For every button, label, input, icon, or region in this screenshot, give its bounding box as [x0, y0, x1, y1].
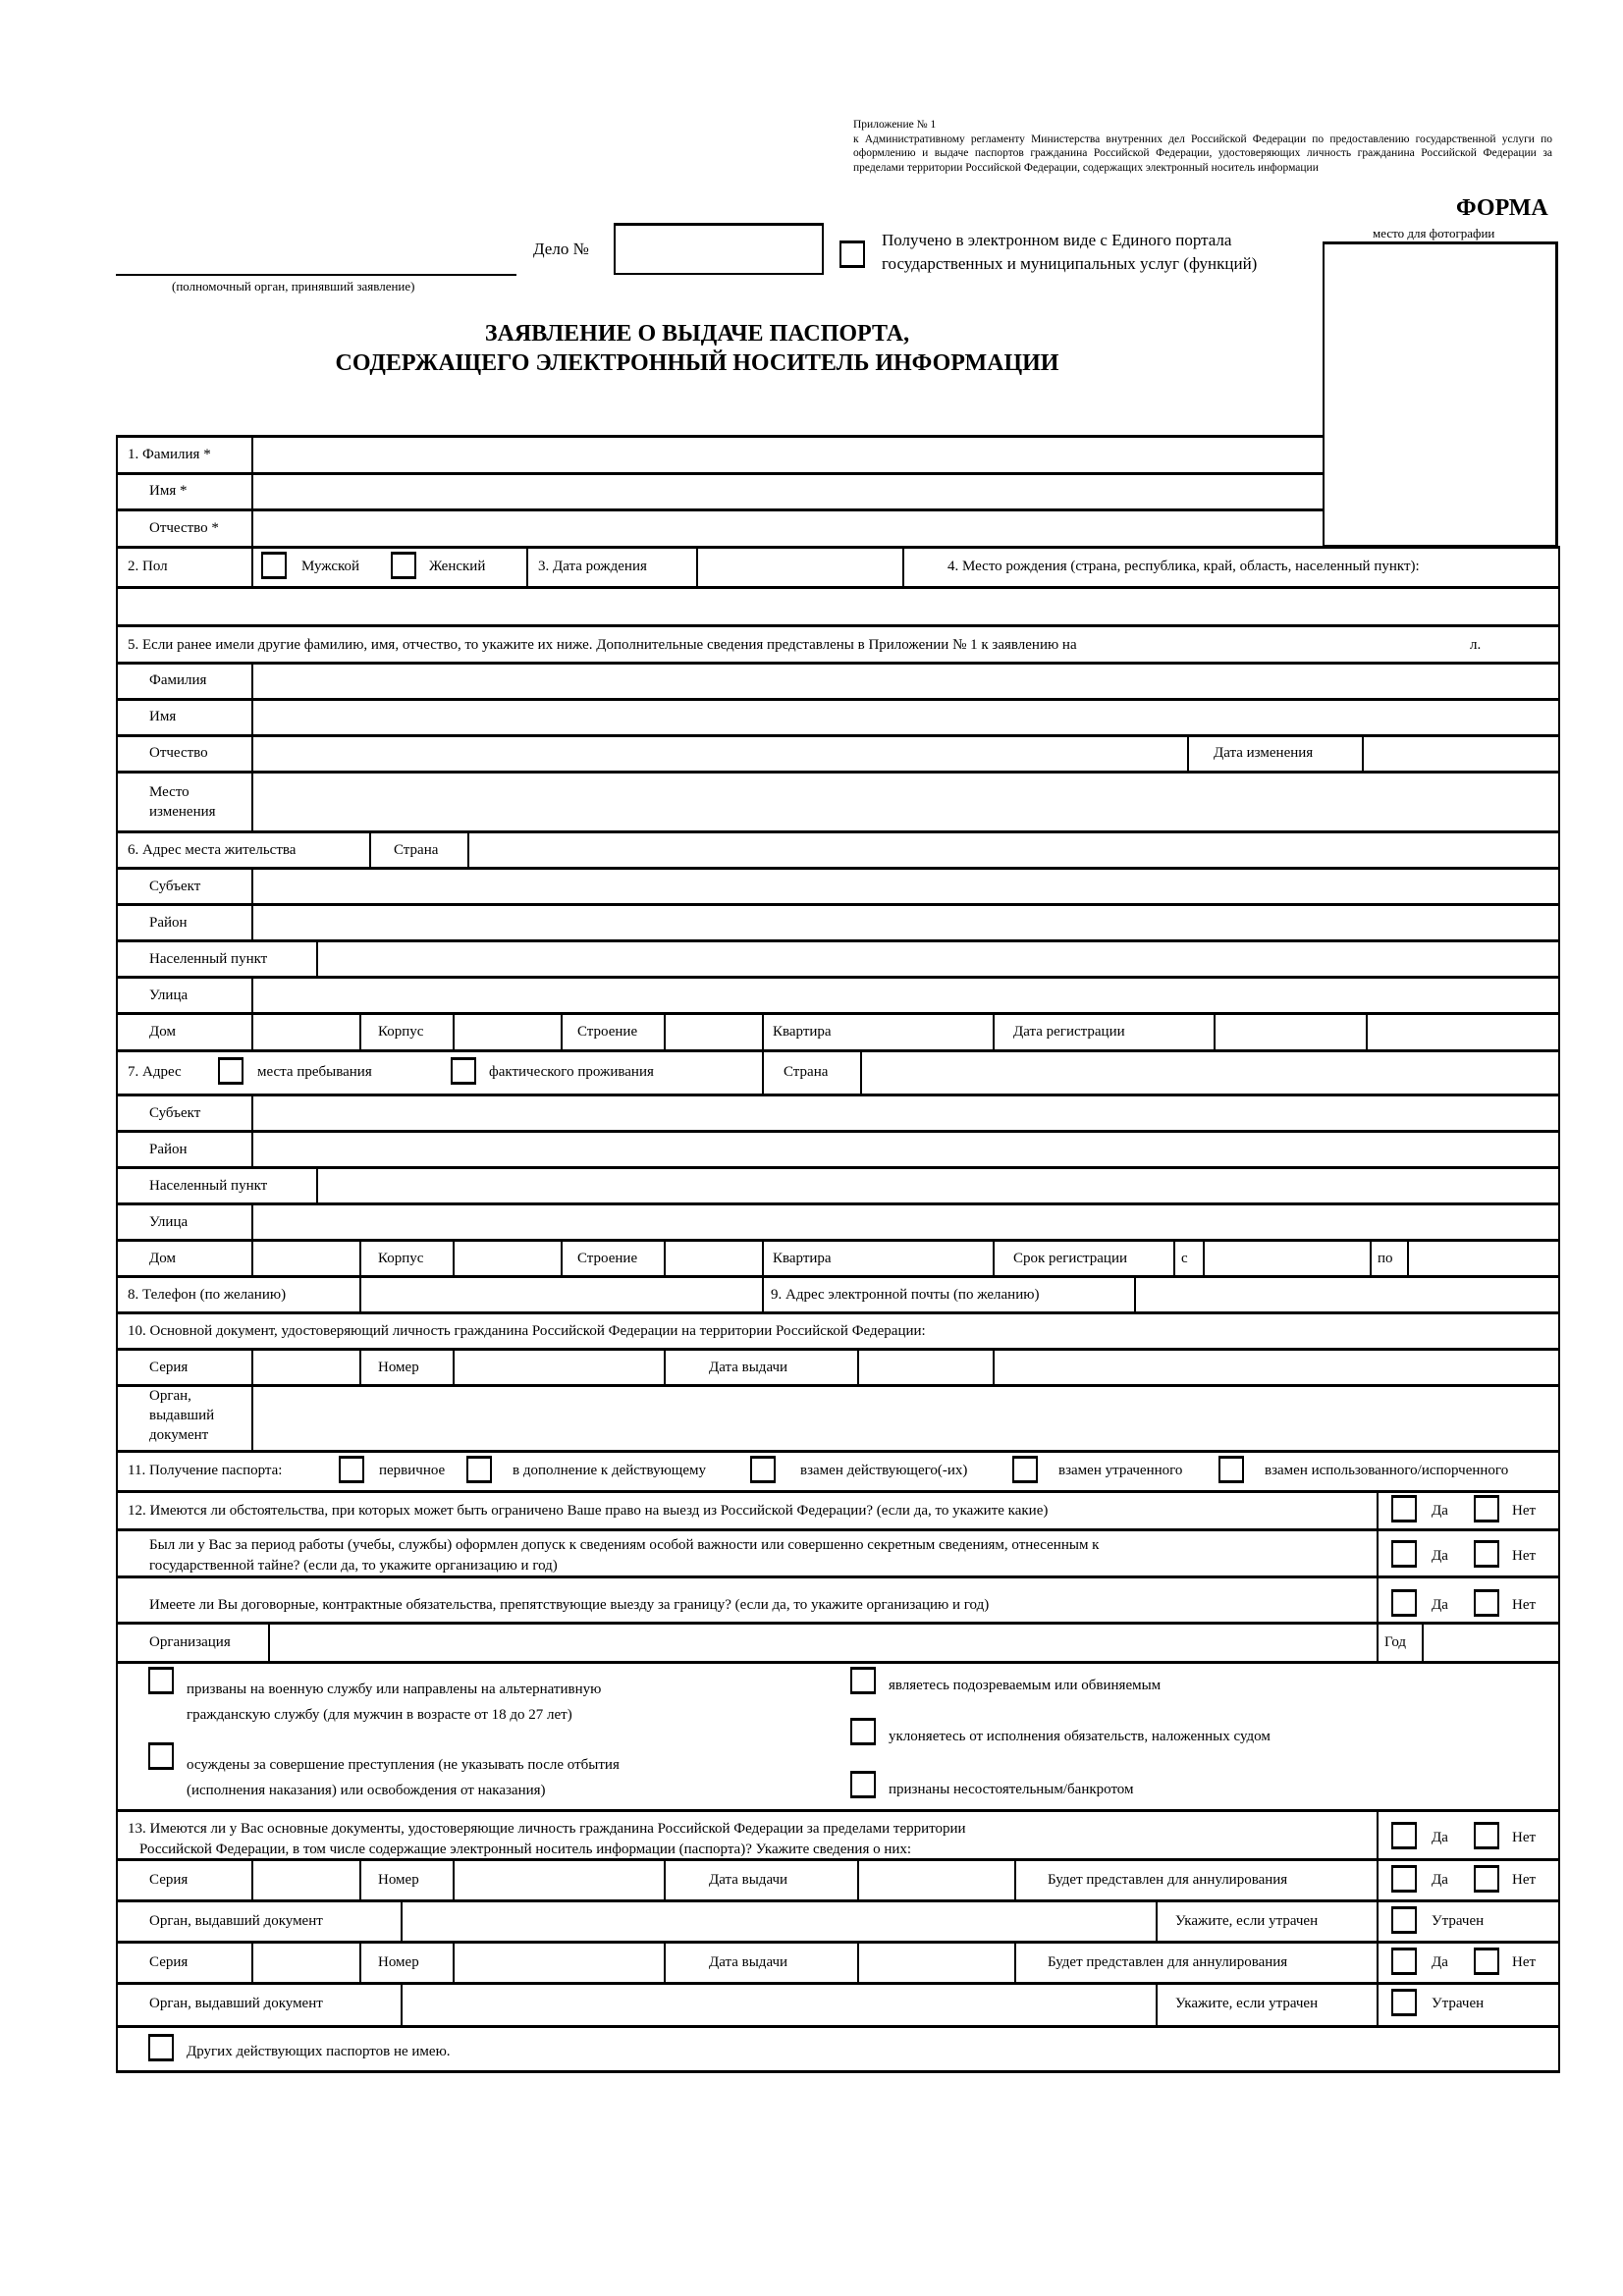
- p1-lost-label: Утрачен: [1432, 1913, 1485, 1929]
- col-line: [1173, 1239, 1175, 1275]
- photo-placeholder[interactable]: [1323, 241, 1558, 548]
- row-line: [116, 2025, 1560, 2028]
- col-line: [526, 546, 528, 586]
- q3-yes-checkbox[interactable]: [1391, 1589, 1417, 1617]
- address7-structure-label: Строение: [577, 1251, 638, 1266]
- residence-structure-input[interactable]: [666, 1015, 762, 1049]
- male-checkbox[interactable]: [261, 552, 287, 579]
- forma-label: ФОРМА: [1456, 195, 1548, 221]
- q13-yes-label: Да: [1432, 1830, 1448, 1845]
- prev-surname-label: Фамилия: [149, 672, 207, 688]
- patronymic-label: Отчество *: [149, 520, 219, 536]
- residence-building-label: Корпус: [378, 1024, 424, 1040]
- female-checkbox[interactable]: [391, 552, 416, 579]
- residence-street-input[interactable]: [253, 979, 1558, 1012]
- residence-structure-label: Строение: [577, 1024, 638, 1040]
- reg-to-input[interactable]: [1409, 1242, 1558, 1275]
- col-line: [1156, 1982, 1158, 2025]
- residence-reg-date-label: Дата регистрации: [1013, 1024, 1125, 1040]
- reg-from-input[interactable]: [1205, 1242, 1370, 1275]
- residence-street-label: Улица: [149, 988, 189, 1003]
- name-label: Имя *: [149, 483, 188, 499]
- p1-issue-date-input[interactable]: [859, 1861, 1014, 1899]
- p2-cancel-yes-checkbox[interactable]: [1391, 1948, 1417, 1975]
- portal-text: Получено в электронном виде с Единого портала государственных и муниципальных услуг (функций): [882, 231, 1258, 273]
- col-line: [902, 546, 904, 586]
- address7-title: 7. Адрес: [128, 1064, 182, 1080]
- row-line: [116, 1661, 1560, 1664]
- col-line: [359, 1858, 361, 1899]
- q1-yes-checkbox[interactable]: [1391, 1495, 1417, 1522]
- address7-country-label: Страна: [784, 1064, 829, 1080]
- address7-locality-label: Населенный пункт: [149, 1178, 268, 1194]
- stay-address-checkbox[interactable]: [218, 1057, 243, 1085]
- address7-subject-input[interactable]: [253, 1096, 1558, 1130]
- p2-series-label: Серия: [149, 1954, 189, 1970]
- col-line: [1377, 1809, 1379, 2025]
- p1-cancel-yes-label: Да: [1432, 1872, 1448, 1888]
- surname-label: 1. Фамилия *: [128, 447, 211, 462]
- dob-label: 3. Дата рождения: [538, 559, 647, 574]
- residence-country-label: Страна: [394, 842, 439, 858]
- col-line: [762, 1239, 764, 1275]
- reason-replace-current-label: взамен действующего(-их): [800, 1463, 968, 1478]
- p2-lost-checkbox[interactable]: [1391, 1989, 1417, 2016]
- address7-apartment-input[interactable]: [859, 1242, 993, 1275]
- suspect-label: являетесь подозреваемым или обвиняемым: [889, 1678, 1162, 1693]
- bankrupt-label: признаны несостоятельным/банкротом: [889, 1782, 1134, 1797]
- address7-house-input[interactable]: [253, 1242, 359, 1275]
- col-line: [359, 1012, 361, 1049]
- col-line: [664, 1348, 666, 1384]
- col-line: [664, 1941, 666, 1982]
- main-doc-series-label: Серия: [149, 1360, 189, 1375]
- no-other-passports-label: Других действующих паспортов не имею.: [187, 2044, 451, 2059]
- p1-lost-checkbox[interactable]: [1391, 1906, 1417, 1934]
- p2-issuer-input[interactable]: [403, 1985, 1156, 2025]
- address7-country-input[interactable]: [862, 1052, 1558, 1094]
- q13-no-label: Нет: [1512, 1830, 1537, 1845]
- convicted-label: осуждены за совершение преступления (не указывать после отбытия (исполнения наказания) или освобождения от наказания): [187, 1757, 620, 1798]
- row-line: [116, 624, 1560, 627]
- q3-no-checkbox[interactable]: [1474, 1589, 1499, 1617]
- address7-street-input[interactable]: [253, 1205, 1558, 1239]
- sheets-count-input[interactable]: [1286, 628, 1463, 662]
- residence-building-input[interactable]: [455, 1015, 561, 1049]
- sex-label: 2. Пол: [128, 559, 168, 574]
- col-line: [664, 1858, 666, 1899]
- form-border-left: [116, 435, 118, 2073]
- p1-cancel-no-checkbox[interactable]: [1474, 1865, 1499, 1893]
- residence-locality-label: Населенный пункт: [149, 951, 268, 967]
- p1-issue-date-label: Дата выдачи: [709, 1872, 788, 1888]
- court-evasion-checkbox[interactable]: [850, 1718, 876, 1745]
- travel-restriction-question: 12. Имеются ли обстоятельства, при которых может быть ограничено Ваше право на выезд из Российской Федерации? (если да, то укажите какие): [128, 1503, 1049, 1519]
- q2-no-label: Нет: [1512, 1548, 1537, 1564]
- residence-reg-date-input[interactable]: [1216, 1015, 1558, 1049]
- p2-issuer-label: Орган, выдавший документ: [149, 1996, 323, 2011]
- q1-yes-label: Да: [1432, 1503, 1448, 1519]
- surname-input[interactable]: [253, 438, 1321, 472]
- address7-street-label: Улица: [149, 1214, 189, 1230]
- reg-to-label: по: [1378, 1251, 1393, 1266]
- col-line: [251, 546, 253, 586]
- reason-primary-checkbox[interactable]: [339, 1456, 364, 1483]
- col-line: [762, 1275, 764, 1311]
- p1-cancel-label: Будет представлен для аннулирования: [1048, 1872, 1288, 1888]
- annex-text: к Административному регламенту Министерства внутренних дел Российской Федерации по предоставлению государственной услуги по оформлению и выдаче паспортов гражданина Российской Федерации, удостоверяющих личность гражданина Российской Федерации за пределами территории Российской Федерации, содержащих электронный носитель информации: [853, 133, 1552, 174]
- change-date-input[interactable]: [1364, 737, 1558, 771]
- address7-district-label: Район: [149, 1142, 188, 1157]
- reason-replace-used-label: взамен использованного/испорченного: [1265, 1463, 1509, 1478]
- col-line: [1370, 1239, 1372, 1275]
- reason-replace-lost-checkbox[interactable]: [1012, 1456, 1038, 1483]
- bankrupt-checkbox[interactable]: [850, 1771, 876, 1798]
- authority-line[interactable]: [116, 274, 516, 276]
- reason-replace-used-checkbox[interactable]: [1218, 1456, 1244, 1483]
- row-line: [116, 1809, 1560, 1812]
- col-line: [359, 1941, 361, 1982]
- row-line: [116, 1311, 1560, 1314]
- residence-house-input[interactable]: [253, 1015, 359, 1049]
- main-doc-number-input[interactable]: [455, 1351, 664, 1384]
- prev-names-text: 5. Если ранее имели другие фамилию, имя, отчество, то укажите их ниже. Дополнительные сведения представлены в Приложении № 1 к заявлению на: [128, 637, 1077, 653]
- prev-name-label: Имя: [149, 709, 177, 724]
- residence-subject-label: Субъект: [149, 879, 201, 894]
- p1-cancel-yes-checkbox[interactable]: [1391, 1865, 1417, 1893]
- p1-number-label: Номер: [378, 1872, 419, 1888]
- prev-name-input[interactable]: [253, 701, 1558, 734]
- main-doc-issuer-label: Орган, выдавший документ: [149, 1388, 215, 1443]
- male-label: Мужской: [301, 559, 360, 574]
- col-line: [561, 1239, 563, 1275]
- address7-apartment-label: Квартира: [773, 1251, 832, 1266]
- col-line: [359, 1239, 361, 1275]
- p2-cancel-no-label: Нет: [1512, 1954, 1537, 1970]
- col-line: [359, 1348, 361, 1384]
- patronymic-input[interactable]: [253, 511, 1321, 546]
- q13-yes-checkbox[interactable]: [1391, 1822, 1417, 1849]
- address7-structure-input[interactable]: [666, 1242, 762, 1275]
- q2-yes-checkbox[interactable]: [1391, 1540, 1417, 1568]
- prev-patronymic-input[interactable]: [253, 737, 1186, 771]
- q2-no-checkbox[interactable]: [1474, 1540, 1499, 1568]
- prev-patronymic-label: Отчество: [149, 745, 208, 761]
- col-line: [993, 1239, 995, 1275]
- residence-district-input[interactable]: [253, 906, 1558, 939]
- case-number-field[interactable]: [614, 223, 824, 275]
- form-border-right: [1558, 546, 1560, 2073]
- col-line: [369, 830, 371, 867]
- col-line: [762, 1012, 764, 1049]
- phone-input[interactable]: [361, 1278, 762, 1311]
- residence-apartment-input[interactable]: [859, 1015, 993, 1049]
- col-line: [762, 1049, 764, 1094]
- address7-district-input[interactable]: [253, 1133, 1558, 1166]
- reason-replace-lost-label: взамен утраченного: [1058, 1463, 1183, 1478]
- email-label: 9. Адрес электронной почты (по желанию): [771, 1287, 1040, 1303]
- q1-no-checkbox[interactable]: [1474, 1495, 1499, 1522]
- col-line: [1156, 1899, 1158, 1941]
- p2-series-input[interactable]: [253, 1944, 359, 1982]
- birthplace-label: 4. Место рождения (страна, республика, край, область, населенный пункт):: [947, 559, 1420, 574]
- court-evasion-label: уклоняетесь от исполнения обязательств, наложенных судом: [889, 1729, 1271, 1744]
- authority-caption: (полномочный орган, принявший заявление): [172, 279, 415, 294]
- p1-number-input[interactable]: [455, 1861, 664, 1899]
- change-date-label: Дата изменения: [1214, 745, 1314, 761]
- p2-cancel-no-checkbox[interactable]: [1474, 1948, 1499, 1975]
- reason-primary-label: первичное: [379, 1463, 446, 1478]
- annex-number: Приложение № 1: [853, 119, 937, 131]
- address7-subject-label: Субъект: [149, 1105, 201, 1121]
- convicted-checkbox[interactable]: [148, 1742, 174, 1770]
- residence-subject-input[interactable]: [253, 870, 1558, 903]
- page-title: ЗАЯВЛЕНИЕ О ВЫДАЧЕ ПАСПОРТА, СОДЕРЖАЩЕГО ЭЛЕКТРОННЫЙ НОСИТЕЛЬ ИНФОРМАЦИИ: [335, 321, 1059, 376]
- p2-cancel-label: Будет представлен для аннулирования: [1048, 1954, 1288, 1970]
- p2-lost-label: Утрачен: [1432, 1996, 1485, 2011]
- q3-yes-label: Да: [1432, 1597, 1448, 1613]
- residence-district-label: Район: [149, 915, 188, 931]
- residence-country-input[interactable]: [469, 833, 1558, 867]
- email-input[interactable]: [1136, 1278, 1558, 1311]
- residence-locality-input[interactable]: [318, 942, 1558, 976]
- main-doc-number-label: Номер: [378, 1360, 419, 1375]
- military-service-label: призваны на военную службу или направлены на альтернативную гражданскую службу (для мужчин в возрасте от 18 до 27 лет): [187, 1682, 602, 1723]
- form-border-bottom: [116, 2070, 1560, 2073]
- p1-cancel-no-label: Нет: [1512, 1872, 1537, 1888]
- reason-additional-label: в дополнение к действующему: [513, 1463, 706, 1478]
- photo-label: место для фотографии: [1373, 226, 1495, 240]
- residence-title: 6. Адрес места жительства: [128, 842, 297, 858]
- sheets-suffix: л.: [1470, 637, 1482, 653]
- organization-label: Организация: [149, 1634, 231, 1650]
- p1-issuer-input[interactable]: [403, 1902, 1156, 1941]
- main-doc-issue-date-label: Дата выдачи: [709, 1360, 788, 1375]
- reg-from-label: с: [1181, 1251, 1188, 1266]
- female-label: Женский: [429, 559, 486, 574]
- no-other-passports-checkbox[interactable]: [148, 2034, 174, 2061]
- military-service-checkbox[interactable]: [148, 1667, 174, 1694]
- p1-if-lost-label: Укажите, если утрачен: [1175, 1913, 1319, 1929]
- reason-additional-checkbox[interactable]: [466, 1456, 492, 1483]
- contract-obligation-question: Имеете ли Вы договорные, контрактные обязательства, препятствующие выезду за границу? (если да, то укажите организацию и год): [149, 1597, 990, 1613]
- prev-surname-input[interactable]: [253, 665, 1558, 698]
- col-line: [561, 1012, 563, 1049]
- foreign-passport-question: 13. Имеются ли у Вас основные документы, удостоверяющие личность гражданина Российской Федерации за пределами территории Российской Федерации, в том числе содержащие электронный носитель информации (паспорта)? Укажите сведения о них:: [128, 1821, 966, 1857]
- year-input[interactable]: [1424, 1625, 1558, 1661]
- address7-building-input[interactable]: [455, 1242, 561, 1275]
- organization-input[interactable]: [270, 1625, 1377, 1661]
- q2-yes-label: Да: [1432, 1548, 1448, 1564]
- portal-checkbox[interactable]: [839, 240, 865, 268]
- row-line: [116, 1575, 1560, 1578]
- actual-label: фактического проживания: [489, 1064, 654, 1080]
- change-place-input[interactable]: [253, 774, 1558, 830]
- change-place-label: Место изменения: [149, 784, 216, 820]
- main-doc-title: 10. Основной документ, удостоверяющий личность гражданина Российской Федерации на территории Российской Федерации:: [128, 1323, 926, 1339]
- col-line: [993, 1348, 995, 1384]
- phone-label: 8. Телефон (по желанию): [128, 1287, 287, 1303]
- row-line: [116, 1528, 1560, 1531]
- col-line: [1187, 734, 1189, 771]
- q3-no-label: Нет: [1512, 1597, 1537, 1613]
- col-line: [1014, 1858, 1016, 1899]
- reason-replace-current-checkbox[interactable]: [750, 1456, 776, 1483]
- residence-house-label: Дом: [149, 1024, 176, 1040]
- actual-address-checkbox[interactable]: [451, 1057, 476, 1085]
- col-line: [993, 1012, 995, 1049]
- main-doc-issuer-input[interactable]: [253, 1387, 1558, 1450]
- residence-apartment-label: Квартира: [773, 1024, 832, 1040]
- q13-no-checkbox[interactable]: [1474, 1822, 1499, 1849]
- passport-reason-title: 11. Получение паспорта:: [128, 1463, 283, 1478]
- stay-label: места пребывания: [257, 1064, 372, 1080]
- p2-cancel-yes-label: Да: [1432, 1954, 1448, 1970]
- q1-no-label: Нет: [1512, 1503, 1537, 1519]
- p1-series-label: Серия: [149, 1872, 189, 1888]
- name-input[interactable]: [253, 475, 1321, 508]
- reg-period-label: Срок регистрации: [1013, 1251, 1128, 1266]
- row-line: [116, 1490, 1560, 1493]
- annex-note: [853, 118, 1552, 175]
- case-label: Дело №: [533, 240, 589, 258]
- p2-issue-date-label: Дата выдачи: [709, 1954, 788, 1970]
- birthplace-input[interactable]: [118, 589, 1558, 624]
- p2-if-lost-label: Укажите, если утрачен: [1175, 1996, 1319, 2011]
- main-doc-series-input[interactable]: [253, 1351, 359, 1384]
- year-label: Год: [1384, 1634, 1407, 1650]
- p2-number-label: Номер: [378, 1954, 419, 1970]
- address7-building-label: Корпус: [378, 1251, 424, 1266]
- main-doc-issue-date-input[interactable]: [859, 1351, 993, 1384]
- p2-issue-date-input[interactable]: [859, 1944, 1014, 1982]
- p2-number-input[interactable]: [455, 1944, 664, 1982]
- address7-house-label: Дом: [149, 1251, 176, 1266]
- suspect-checkbox[interactable]: [850, 1667, 876, 1694]
- col-line: [1014, 1941, 1016, 1982]
- address7-locality-input[interactable]: [318, 1169, 1558, 1202]
- p1-issuer-label: Орган, выдавший документ: [149, 1913, 323, 1929]
- p1-series-input[interactable]: [253, 1861, 359, 1899]
- secret-clearance-question: Был ли у Вас за период работы (учебы, службы) оформлен допуск к сведениям особой важности или совершенно секретным сведениям, отнесенным к государственной тайне? (если да, то укажите организацию и год): [149, 1537, 1100, 1574]
- dob-input[interactable]: [698, 549, 902, 586]
- row-line: [116, 1450, 1560, 1453]
